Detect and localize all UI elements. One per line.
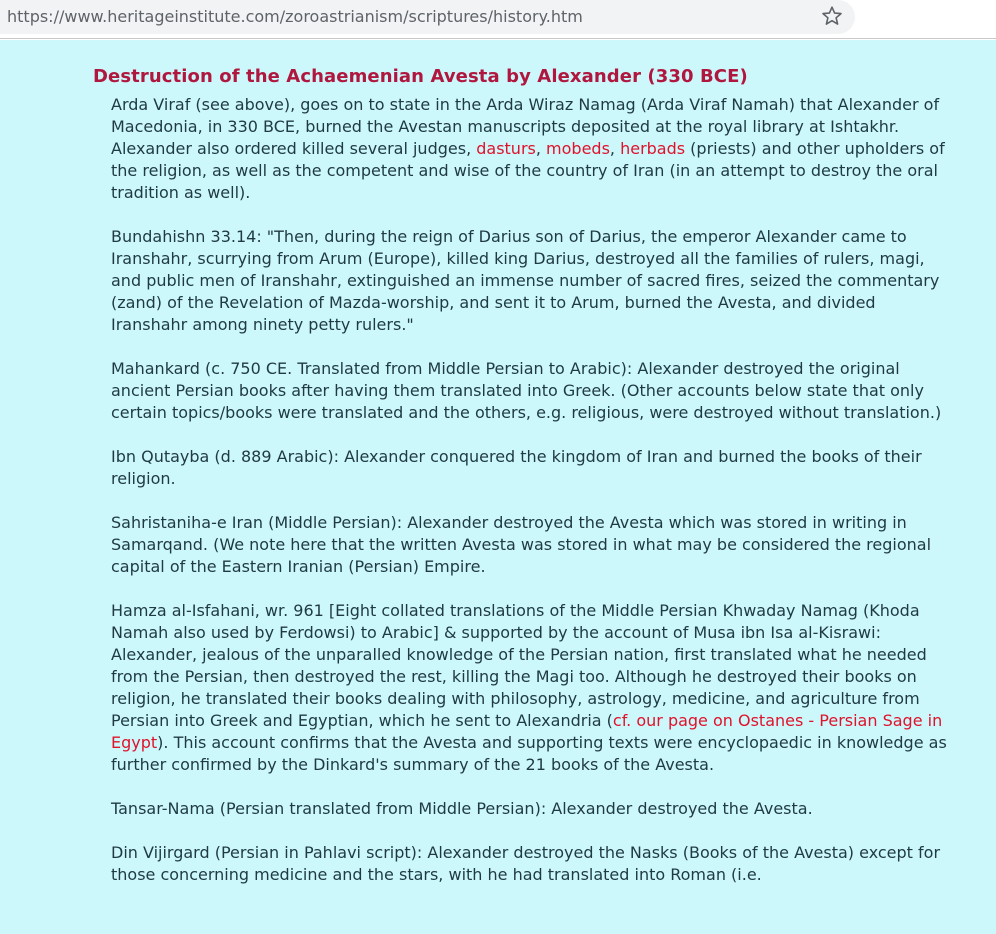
star-icon[interactable] xyxy=(820,4,844,28)
dasturs-link[interactable]: dasturs xyxy=(476,139,536,158)
herbads-link[interactable]: herbads xyxy=(620,139,686,158)
paragraph-text: Arda Viraf (see above), goes on to state in the Arda Wiraz Namag (Arda Viraf Namah) that Alexander of Macedonia, in 330 BCE, burned the Avestan manuscripts deposited at the royal library at Ishtakhr. Alexander also ordered killed several judges, xyxy=(111,95,940,158)
paragraph-mahankard: Mahankard (c. 750 CE. Translated from Middle Persian to Arabic): Alexander destroyed the original ancient Persian books after having them translated into Greek. (Other accounts below state that only certain topics/books were translated and the others, e.g. religious, were destroyed without translation.) xyxy=(111,359,942,422)
mobeds-link[interactable]: mobeds xyxy=(546,139,610,158)
paragraph-text: Hamza al-Isfahani, wr. 961 [Eight collated translations of the Middle Persian Khwaday Namag (Khoda Namah also used by Ferdowsi) to Arabic] & supported by the account of Musa ibn Isa al-Kisrawi: Alexander, jealous of the unparalled knowledge of the Persian nation, first translated what he needed from the Persian, then destroyed the rest, killing the Magi too. Although he destroyed their books on religion, he translated their books dealing with philosophy, astrology, medicine, and agriculture from Persian into Greek and Egyptian, which he sent to Alexandria ( xyxy=(111,601,927,730)
address-bar[interactable] xyxy=(0,0,855,34)
separator-comma: , xyxy=(609,139,621,158)
browser-toolbar xyxy=(0,0,996,39)
page-content xyxy=(0,40,996,934)
article-body xyxy=(111,94,951,908)
paragraph-ibn-qutayba: Ibn Qutayba (d. 889 Arabic): Alexander conquered the kingdom of Iran and burned the books of their religion. xyxy=(111,447,922,488)
paragraph-text: ). This account confirms that the Avesta and supporting texts were encyclopaedic in knowledge as further confirmed by the Dinkard's summary of the 21 books of the Avesta. xyxy=(111,733,947,774)
paragraph-text: (priests) and other upholders of the religion, as well as the competent and wise of the country of Iran (in an attempt to destroy the oral tradition as well). xyxy=(111,139,945,202)
url-text[interactable]: https://www.heritageinstitute.com/zoroastrianism/scriptures/history.htm xyxy=(7,7,583,26)
paragraph-hamza xyxy=(111,600,951,776)
paragraph-tansar-nama: Tansar-Nama (Persian translated from Middle Persian): Alexander destroyed the Avesta. xyxy=(111,799,813,818)
separator-comma: , xyxy=(535,139,547,158)
section-heading: Destruction of the Achaemenian Avesta by Alexander (330 BCE) xyxy=(93,66,748,87)
paragraph-sahristaniha: Sahristaniha-e Iran (Middle Persian): Alexander destroyed the Avesta which was stored in writing in Samarqand. (We note here that the written Avesta was stored in what may be considered the regional capital of the Eastern Iranian (Persian) Empire. xyxy=(111,513,932,576)
paragraph-bundahishn: Bundahishn 33.14: "Then, during the reign of Darius son of Darius, the emperor Alexander came to Iranshahr, scurrying from Arum (Europe), killed king Darius, destroyed all the families of rulers, magi, and public men of Iranshahr, extinguished an immense number of sacred fires, seized the commentary (zand) of the Revelation of Mazda-worship, and sent it to Arum, burned the Avesta, and divided Iranshahr among ninety petty rulers." xyxy=(111,227,940,334)
paragraph-arda-viraf xyxy=(111,94,951,204)
paragraph-din-vijirgard: Din Vijirgard (Persian in Pahlavi script): Alexander destroyed the Nasks (Books of the Avesta) except for those concerning medicine and the stars, with he had translated into Roman (i.e. xyxy=(111,843,941,884)
ostanes-link[interactable]: cf. our page on Ostanes - Persian Sage in Egypt xyxy=(111,711,943,752)
